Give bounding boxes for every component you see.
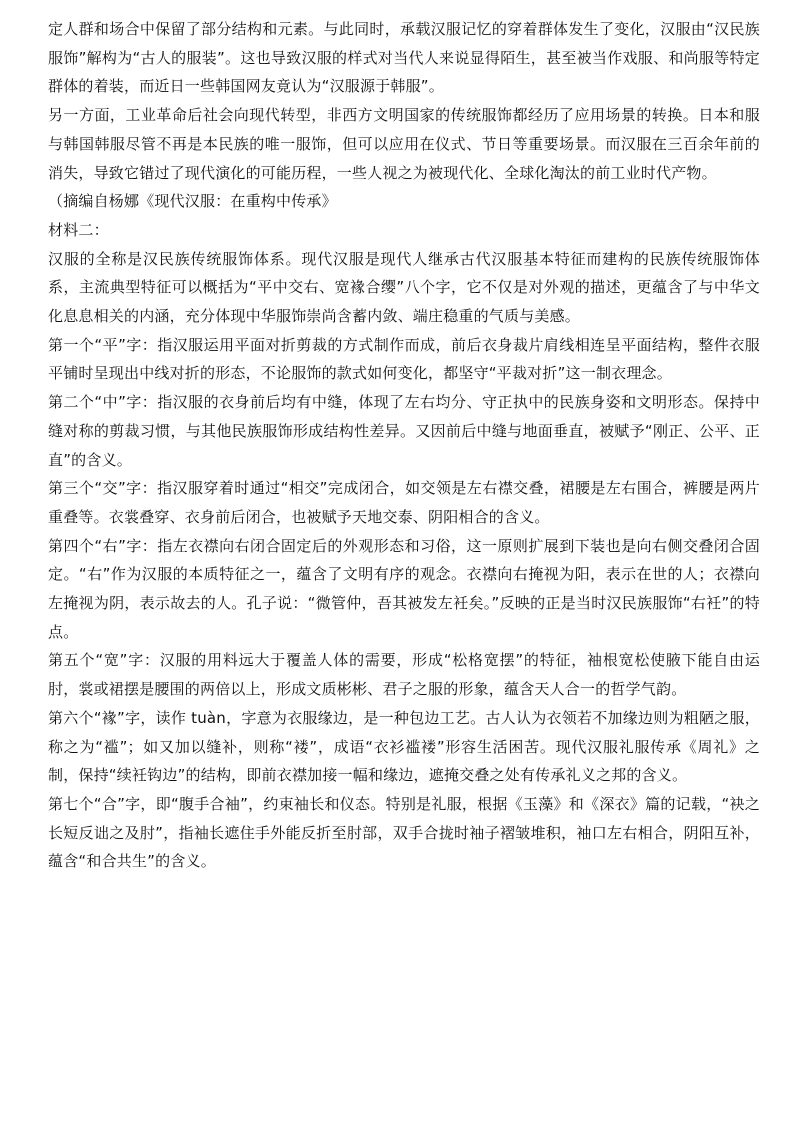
material-two-heading: 材料二： — [48, 220, 109, 239]
paragraph-continuation: 定人群和场合中保留了部分结构和元素。与此同时，承载汉服记忆的穿着群体发生了变化，汉服由“汉民族服饰”解构为“古人的服装”。这也导致汉服的样式对当代人来说显得陌生，甚至被当作戏服、和尚服等特定群体的着装，而近日一些韩国网友竟认为“汉服源于韩服”。 — [48, 20, 760, 96]
paragraph-tuan: 第六个“褖”字，读作 tuàn，字意为衣服缘边，是一种包边工艺。古人认为衣领若不加缘边则为粗陋之服，称之为“褴”；如又加以缝补，则称“褛”，成语“衣衫褴褛”形容生活困苦。现代汉服礼服传承《周礼》之制，保持“续衽钩边”的结构，即前衣襟加接一幅和缘边，遮掩交叠之处有传承礼义之邦的含义。 — [48, 708, 760, 785]
source-citation: （摘编自杨娜《现代汉服：在重构中传承》 — [48, 192, 337, 211]
paragraph-ping: 第一个“平”字：指汉服运用平面对折剪裁的方式制作而成，前后衣身裁片肩线相连呈平面结构，整件衣服平铺时呈现出中线对折的形态，不论服饰的款式如何变化，都坚守“平裁对折”这一制衣理念。 — [48, 335, 760, 383]
paragraph-definition: 汉服的全称是汉民族传统服饰体系。现代汉服是现代人继承古代汉服基本特征而建构的民族传统服饰体系，主流典型特征可以概括为“平中交右、宽褖合缨”八个字，它不仅是对外观的描述，更蕴含了与中华文化息息相关的内涵，充分体现中华服饰崇尚含蓄内敛、端庄稳重的气质与美感。 — [48, 249, 760, 326]
paragraph-jiao: 第三个“交”字：指汉服穿着时通过“相交”完成闭合，如交领是左右襟交叠，裙腰是左右围合，裤腰是两片重叠等。衣裳叠穿、衣身前后闭合，也被赋予天地交泰、阴阳相合的含义。 — [48, 479, 760, 526]
paragraph-industrial-revolution: 另一方面，工业革命后社会向现代转型，非西方文明国家的传统服饰都经历了应用场景的转换。日本和服与韩国韩服尽管不再是本民族的唯一服饰，但可以应用在仪式、节日等重要场景。而汉服在三百余年前的消失，导致它错过了现代演化的可能历程，一些人视之为被现代化、全球化淘汰的前工业时代产物。 — [48, 106, 760, 182]
paragraph-he: 第七个“合”字，即“腹手合袖”，约束袖长和仪态。特别是礼服，根据《玉藻》和《深衣》篇的记载，“袂之长短反诎之及肘”，指袖长遮住手外能反折至肘部，双手合拢时袖子褶皱堆积，袖口左右相合，阴阳互补，蕴含“和合共生”的含义。 — [48, 794, 760, 871]
paragraph-zhong: 第二个“中”字：指汉服的衣身前后均有中缝，体现了左右均分、守正执中的民族身姿和文明形态。保持中缝对称的剪裁习惯，与其他民族服饰形成结构性差异。又因前后中缝与地面垂直，被赋予“刚正、公平、正直”的含义。 — [48, 393, 760, 469]
paragraph-you: 第四个“右”字：指左衣襟向右闭合固定后的外观形态和习俗，这一原则扩展到下装也是向右侧交叠闭合固定。“右”作为汉服的本质特征之一，蕴含了文明有序的观念。衣襟向右掩视为阳，表示在世的人；衣襟向左掩视为阴，表示故去的人。孔子说：“微管仲，吾其被发左衽矣。”反映的正是当时汉民族服饰“右衽”的特点。 — [48, 536, 760, 641]
document-page — [48, 15, 760, 876]
paragraph-kuan: 第五个“宽”字：汉服的用料远大于覆盖人体的需要，形成“松格宽摆”的特征，袖根宽松使腋下能自由运肘，裳或裙摆是腰围的两倍以上，形成文质彬彬、君子之服的形象，蕴含天人合一的哲学气韵。 — [48, 651, 760, 699]
